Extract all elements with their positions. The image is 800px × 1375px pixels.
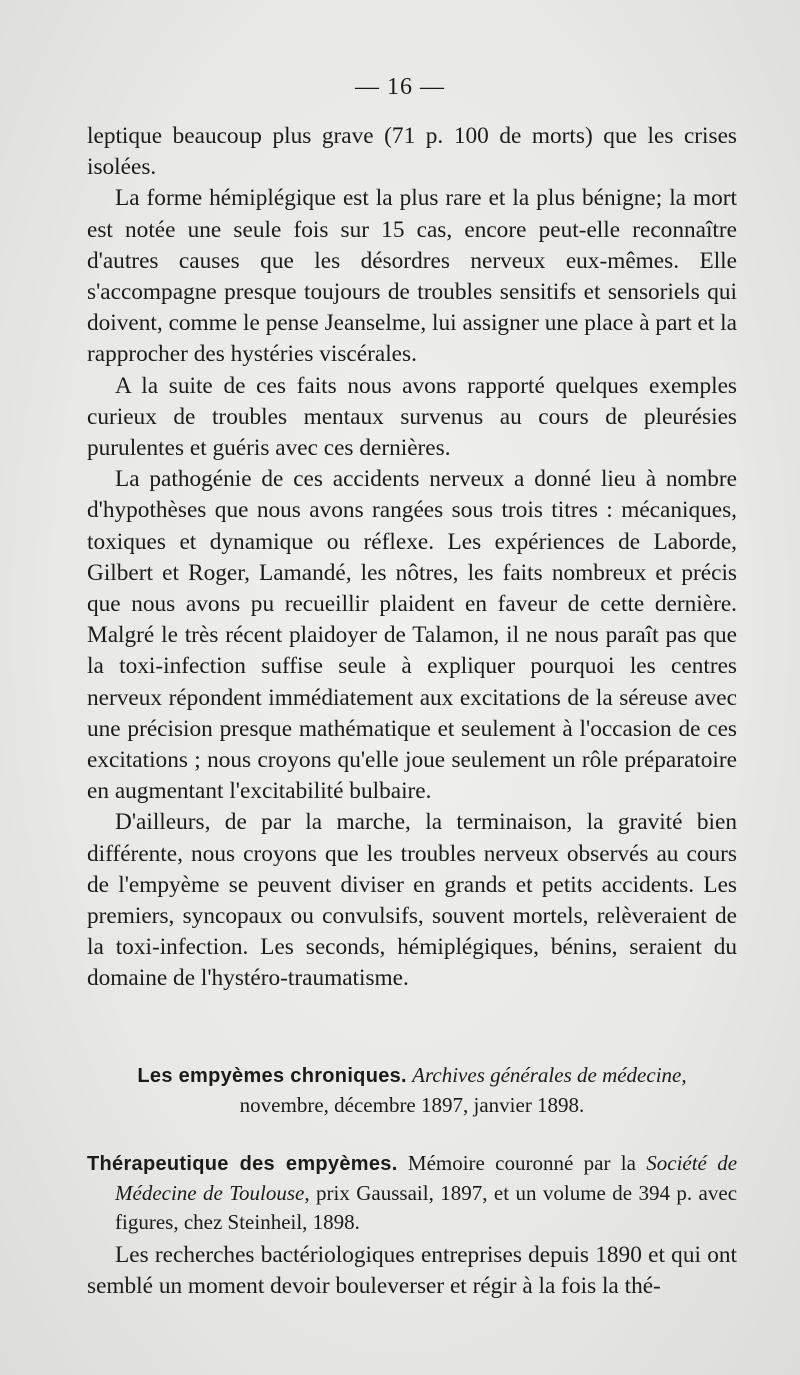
paragraph-mental-troubles: A la suite de ces faits nous avons rapporté quelques exemples curieux de troubles mentaux survenus au cours de pleurésies purulentes et guéris avec ces dernières.: [87, 372, 737, 462]
bibliography-title: Thérapeutique des empyèmes.: [87, 1153, 398, 1175]
paragraph-pathogeny: La pathogénie de ces accidents nerveux a donné lieu à nombre d'hypothèses que nous avons rangées sous trois titres : mécaniques, toxiques et dynamique ou réflexe. Les expériences de Laborde, Gilbert et Roger, Lamandé, les nôtres, les faits nombreux et précis que nous avons pu recueillir plaident en faveur de cette dernière. Malgré le très récent plaidoyer de Talamon, il ne nous paraît pas que la toxi-infection suffise seule à expliquer pourquoi les centres nerveux répondent immédiatement aux excitations de la séreuse avec une précision presque mathématique et seulement à l'occasion de ces excitations ; nous croyons qu'elle joue seulement un rôle préparatoire en augmentant l'excitabilité bulbaire.: [87, 466, 737, 805]
bibliography-society: Société de Médecine de Toulouse,: [115, 1151, 738, 1205]
paragraph-continuation: leptique beaucoup plus grave (71 p. 100 de morts) que les crises isolées.: [87, 123, 737, 181]
paragraph-hemiplegic-form: La forme hémiplégique est la plus rare et la plus bénigne; la mort est notée une seule fois sur 15 cas, encore peut-elle reconnaître d'autres causes que les désordres nerveux eux-mêmes. Elle s'accompagne presque toujours de troubles sensitifs et sensoriels qui doivent, comme le pense Jeanselme, lui assigner une place à part et la rapprocher des hystéries viscérales.: [87, 185, 737, 368]
bibliography-details: prix Gaussail, 1897, et un volume de 394 p. avec figures, chez Steinheil, 1898.: [115, 1181, 738, 1234]
bibliography-journal: Archives générales de médecine,: [412, 1063, 687, 1087]
bibliography-entry-chronic-empyemas: [87, 1061, 737, 1120]
bibliography-title: Les empyèmes chroniques.: [137, 1065, 407, 1087]
final-text: [87, 1240, 737, 1302]
body-text: [87, 121, 737, 995]
bibliography-date: novembre, décembre 1897, janvier 1898.: [239, 1093, 585, 1117]
page-number: — 16 —: [355, 74, 445, 100]
paragraph-conclusion: D'ailleurs, de par la marche, la terminaison, la gravité bien différente, nous croyons que les troubles nerveux observés au cours de l'empyème se peuvent diviser en grands et petits accidents. Les premiers, syncopaux ou convulsifs, souvent mortels, relèveraient de la toxi-infection. Les seconds, hémiplégiques, bénins, seraient du domaine de l'hystéro-traumatisme.: [87, 809, 737, 992]
paragraph-bacteriology: Les recherches bactériologiques entreprises depuis 1890 et qui ont semblé un moment devoir bouleverser et régir à la fois la thé-: [87, 1242, 737, 1300]
bibliography-entry-therapeutics: [87, 1149, 737, 1237]
bibliography-text: Mémoire couronné par la: [407, 1151, 636, 1175]
